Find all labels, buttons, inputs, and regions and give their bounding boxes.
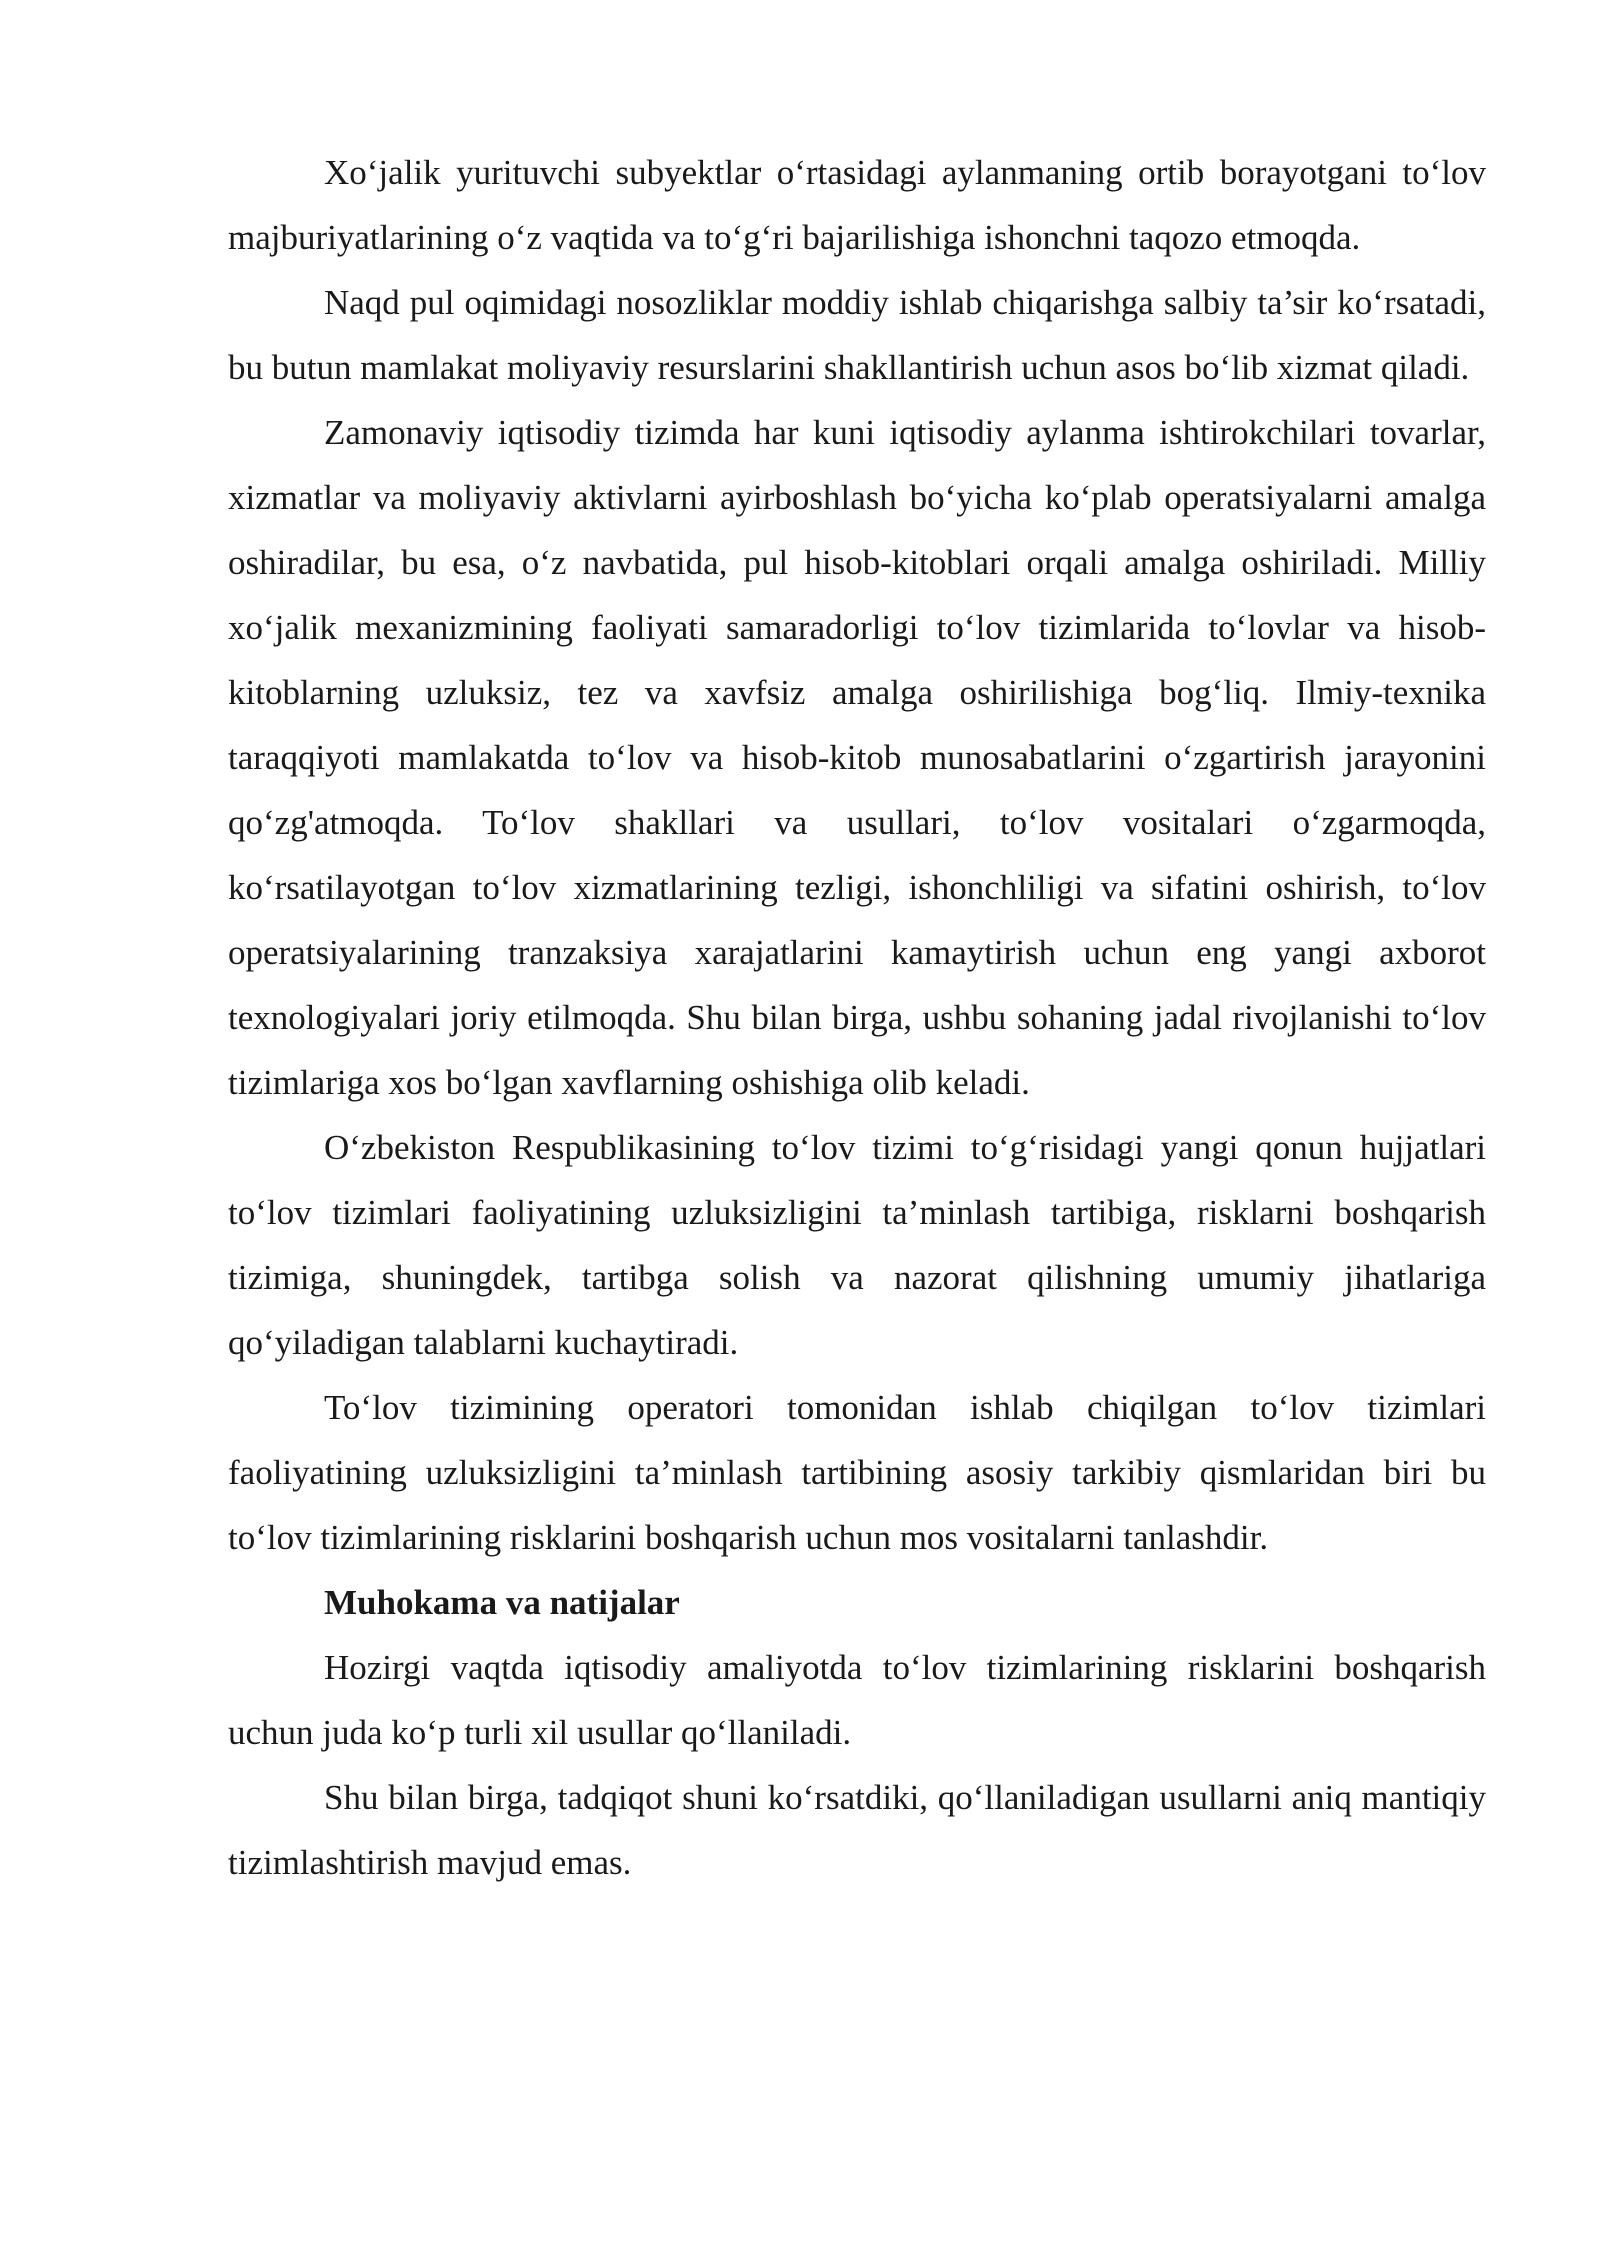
paragraph: Naqd pul oqimidagi nosozliklar moddiy ishlab chiqarishga salbiy ta’sir ko‘rsatadi, bu butun mamlakat moliyaviy resurslarini shakllantirish uchun asos bo‘lib xizmat qiladi. <box>228 283 1486 387</box>
paragraph: Hozirgi vaqtda iqtisodiy amaliyotda to‘lov tizimlarining risklarini boshqarish uchun juda ko‘p turli xil usullar qo‘llaniladi. <box>228 1648 1486 1752</box>
paragraph: To‘lov tizimining operatori tomonidan ishlab chiqilgan to‘lov tizimlari faoliyatining uzluksizligini ta’minlash tartibining asosiy tarkibiy qismlaridan biri bu to‘lov tizimlarining risklarini boshqarish uchun mos vositalarni tanlashdir. <box>228 1388 1486 1557</box>
paragraph: Xo‘jalik yurituvchi subyektlar o‘rtasidagi aylanmaning ortib borayotgani to‘lov majburiyatlarining o‘z vaqtida va to‘g‘ri bajarilishiga ishonchni taqozo etmoqda. <box>228 153 1486 257</box>
paragraph: Zamonaviy iqtisodiy tizimda har kuni iqtisodiy aylanma ishtirokchilari tovarlar, xizmatlar va moliyaviy aktivlarni ayirboshlash bo‘yicha ko‘plab operatsiyalarni amalga oshiradilar, bu esa, o‘z navbatida, pul hisob-kitoblari orqali amalga oshiriladi. Milliy xo‘jalik mexanizmining faoliyati samaradorligi to‘lov tizimlarida to‘lovlar va hisob-kitoblarning uzluksiz, tez va xavfsiz amalga oshirilishiga bog‘liq. Ilmiy-texnika taraqqiyoti mamlakatda to‘lov va hisob-kitob munosabatlarini o‘zgartirish jarayonini qo‘zg'atmoqda. To‘lov shakllari va usullari, to‘lov vositalari o‘zgarmoqda, ko‘rsatilayotgan to‘lov xizmatlarining tezligi, ishonchliligi va sifatini oshirish, to‘lov operatsiyalarining tranzaksiya xarajatlarini kamaytirish uchun eng yangi axborot texnologiyalari joriy etilmoqda. Shu bilan birga, ushbu sohaning jadal rivojlanishi to‘lov tizimlariga xos bo‘lgan xavflarning oshishiga olib keladi. <box>228 413 1486 1102</box>
document-page <box>228 140 1486 1895</box>
paragraph: Shu bilan birga, tadqiqot shuni ko‘rsatdiki, qo‘llaniladigan usullarni aniq mantiqiy tizimlashtirish mavjud emas. <box>228 1778 1486 1882</box>
paragraph: O‘zbekiston Respublikasining to‘lov tizimi to‘g‘risidagi yangi qonun hujjatlari to‘lov tizimlari faoliyatining uzluksizligini ta’minlash tartibiga, risklarni boshqarish tizimiga, shuningdek, tartibga solish va nazorat qilishning umumiy jihatlariga qo‘yiladigan talablarni kuchaytiradi. <box>228 1128 1486 1362</box>
section-heading: Muhokama va natijalar <box>324 1583 680 1622</box>
